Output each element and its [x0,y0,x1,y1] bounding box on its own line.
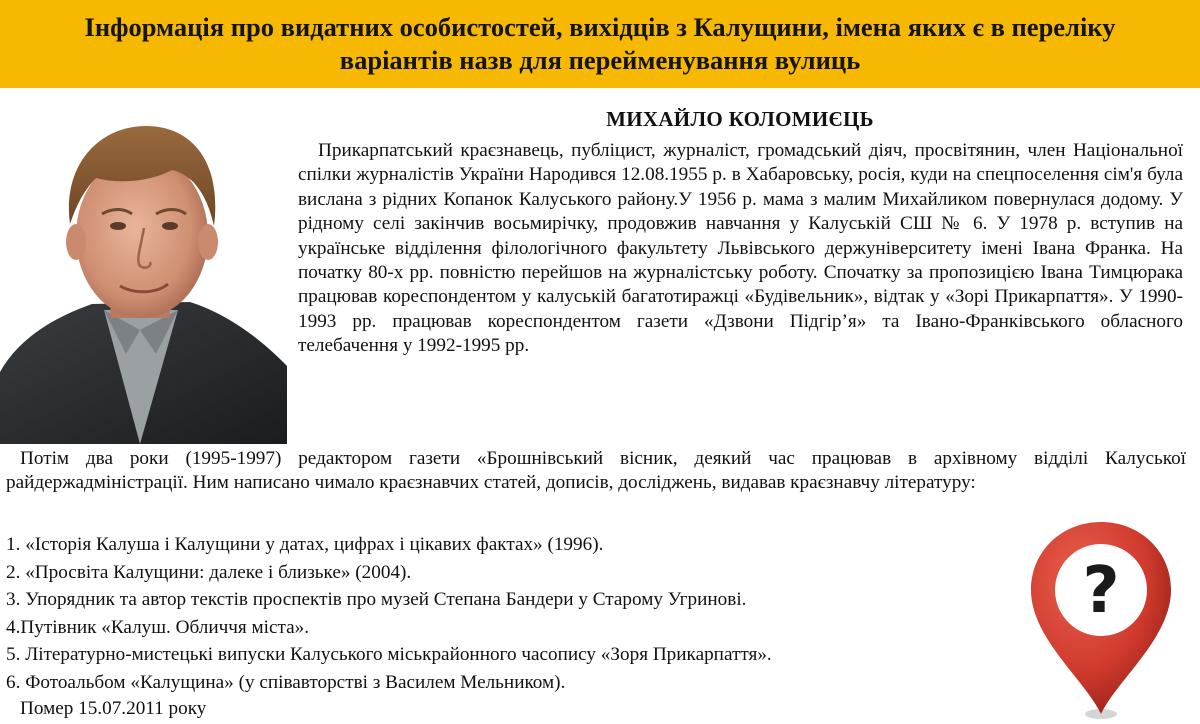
header-title-line2: варіантів назв для перейменування вулиць [339,45,861,75]
death-date: Помер 15.07.2011 року [20,698,207,719]
biography-continuation: Потім два роки (1995-1997) редактором газети «Брошнівський вісник, деякий час працював в архівному відділі Калуської райдержадміністрації. Ним написано чимало краєзнавчих статей, дописів, досліджень, видавав краєзнавчу літературу: [6,448,1186,494]
biography-paragraph: Прикарпатський краєзнавець, публіцист, журналіст, громадський діяч, просвітянин, член Національної спілки журналістів України Народився 12.08.1955 р. в Хабаровську, росія, куди на спецпоселення сім'я була вислана з рідних Копанок Калуського району.У 1956 р. мама з малим Михайликом повернулася додому. У рідному селі закінчив восьмирічку, продовжив навчання у Калуській СШ № 6. У 1978 р. вступив на українське відділення філологічного факультету Львівського держуніверситету імені Івана Франка. На початку 80-х рр. повністю перейшов на журналістську роботу. Спочатку за пропозицією Івана Тимцюрака працював кореспондентом у калуській багатотиражці «Будівельник», відтак у «Зорі Прикарпаття». У 1990-1993 рр. працював кореспондентом газети «Дзвони Підгір’я» та Івано-Франківського обласного телебачення у 1992-1995 рр. [298,140,1183,357]
works-list [6,531,1006,697]
list-item: 5. Літературно-мистецькі випуски Калуського міськрайонного часопису «Зоря Прикарпаття». [6,644,772,666]
person-name: МИХАЙЛО КОЛОМИЄЦЬ [606,107,874,131]
portrait-photo [0,104,287,444]
header-banner [0,0,1200,88]
question-mark: ? [1082,554,1120,628]
list-item: 4.Путівник «Калуш. Обличчя міста». [6,616,310,638]
header-title-line1: Інформація про видатних особистостей, вихідців з Калущини, імена яких є в переліку [84,12,1116,42]
list-item: 1. «Історія Калуша і Калущини у датах, цифрах і цікавих фактах» (1996). [6,534,604,555]
list-item: 6. Фотоальбом «Калущина» (у співавторстві з Василем Мельником). [6,671,566,693]
list-item: 3. Упорядник та автор текстів проспектів про музей Степана Бандери у Старому Угринові. [6,589,747,611]
question-pin-icon [1025,518,1177,722]
list-item: 2. «Просвіта Калущини: далеке і близьке» (2004). [6,561,412,583]
